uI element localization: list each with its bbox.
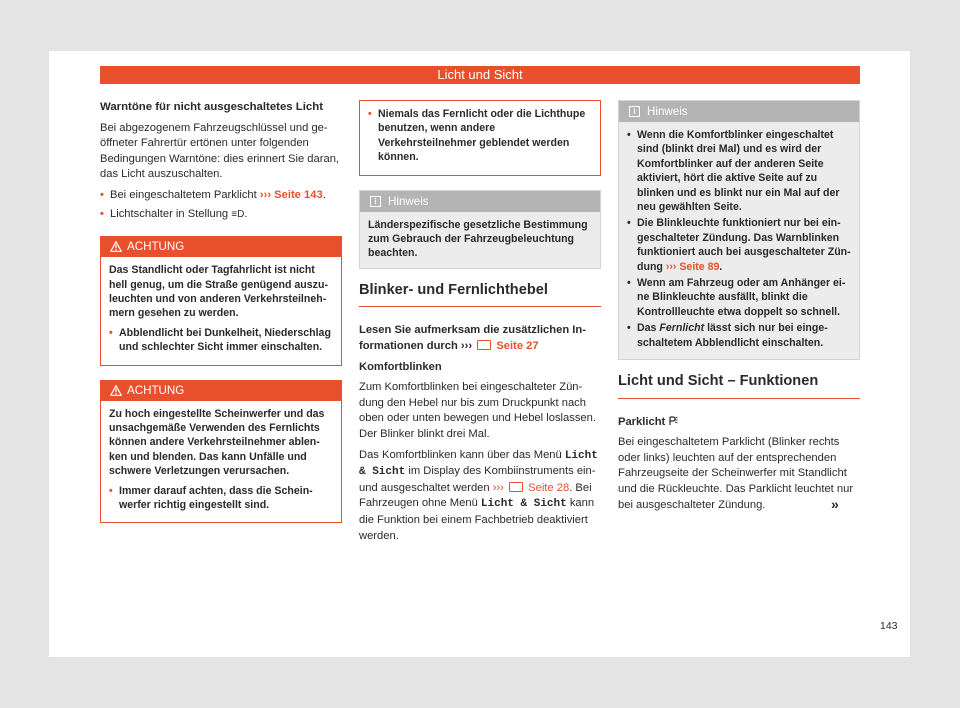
section-title: Licht und Sicht – Funktionen bbox=[618, 374, 860, 399]
list-item: • Immer darauf achten, dass die Scheinwerfer richtig eingestellt sind. bbox=[109, 484, 333, 513]
subheading: Parklicht bbox=[618, 415, 860, 431]
warning-triangle-icon bbox=[110, 241, 122, 252]
page-reference-link[interactable]: Seite 28 bbox=[525, 481, 570, 494]
warning-header: ACHTUNG bbox=[101, 381, 341, 401]
parking-light-icon bbox=[668, 416, 678, 426]
list-item: • Das Fernlicht lässt sich nur bei eingeschaltetem Abblendlicht einschalten. bbox=[627, 321, 851, 350]
intro-text: Bei abgezogenem Fahrzeugschlüssel und geöffneter Fahrertür ertönen unter folgenden Bedingungen Warntöne: dies erinnert Sie daran, das Licht auszuschalten. bbox=[100, 121, 340, 181]
paragraph: Zum Komfortblinken bei eingeschalteter Zündung den Hebel nur bis zum Druckpunkt nach oben oder unten bewegen und Hebel loslassen. Der Blinker blinkt drei Mal. bbox=[359, 381, 596, 440]
warning-box bbox=[100, 236, 342, 365]
page-reference-link[interactable]: ››› Seite 143 bbox=[259, 188, 323, 201]
lead-text: Lesen Sie aufmerksam die zusätzlichen Informationen durch ››› Seite 27 bbox=[359, 324, 586, 353]
warning-box-continued bbox=[359, 100, 601, 176]
column-middle bbox=[359, 100, 601, 549]
chapter-header: Licht und Sicht bbox=[100, 66, 860, 84]
list-item: • Abblendlicht bei Dunkelheit, Niederschlag und schlechter Sicht immer einschalten. bbox=[109, 326, 333, 355]
column-left bbox=[100, 100, 342, 537]
warning-body: Zu hoch eingestellte Scheinwerfer und das unsachgemäße Verwenden des Fernlichts können andere Verkehrsteilnehmer ablenken und blenden. Das kann Unfälle und schwere Verletzungen verursachen. • Immer darauf achten, dass die Scheinwerfer richtig eingestellt sind. bbox=[101, 401, 341, 523]
low-beam-icon: ≡D bbox=[231, 208, 245, 220]
list-item: • Wenn die Komfortblinker eingeschaltet sind (blinkt drei Mal) und es wird der Komfortblinker auf der anderen Seite aktiviert, hört die aktive Seite auf zu blinken und es blinkt nur ein Mal auf der neu gewählten Seite. bbox=[627, 128, 851, 214]
list-item: • Wenn am Fahrzeug oder am Anhänger eine Blinkleuchte ausfällt, blinkt die Kontrollleuchte etwa doppelt so schnell. bbox=[627, 276, 851, 319]
column-right bbox=[618, 100, 860, 518]
note-box bbox=[359, 190, 601, 269]
note-header: i Hinweis bbox=[360, 191, 600, 212]
list-item: • Die Blinkleuchte funktioniert nur bei eingeschalteter Zündung. Das Warnblinken funktioniert auch bei ausgeschalteter Zündung ››› Seite 89. bbox=[627, 216, 851, 274]
warning-box bbox=[100, 380, 342, 524]
menu-name: Licht & Sicht bbox=[359, 449, 598, 479]
page-number: 143 bbox=[880, 620, 898, 632]
info-icon: i bbox=[629, 106, 640, 117]
warning-triangle-icon bbox=[110, 385, 122, 396]
list-item: • Niemals das Fernlicht oder die Lichthupe benutzen, wenn andere Verkehrsteilnehmer geblendet werden können. bbox=[368, 107, 592, 165]
book-icon bbox=[509, 482, 523, 492]
subheading: Komfortblinken bbox=[359, 360, 442, 373]
page-reference-link[interactable]: ››› Seite 89 bbox=[665, 260, 720, 273]
paragraph: Bei eingeschaltetem Parklicht (Blinker rechts oder links) leuchten auf der entsprechenden Fahrzeugseite der Scheinwerfer mit Standlicht und die Rückleuchte. Das Parklicht leuchtet nur bei ausgeschalteter Zündung. bbox=[618, 436, 854, 511]
warning-body: Das Standlicht oder Tagfahrlicht ist nicht hell genug, um die Straße genügend auszuleuchten und von anderen Verkehrsteilnehmern gesehen zu werden. • Abblendlicht bei Dunkelheit, Niederschlag und schlechter Sicht immer einschalten. bbox=[101, 257, 341, 364]
continue-arrow-icon: » bbox=[831, 496, 839, 512]
note-box bbox=[618, 100, 860, 360]
note-body: Länderspezifische gesetzliche Bestimmung zum Gebrauch der Fahrzeugbeleuchtung beachten. bbox=[368, 218, 588, 260]
paragraph: Das Komfortblinken kann über das Menü Licht & Sicht im Display des Kombiinstruments ein- und ausgeschaltet werden ››› Seite 28. Bei Fahrzeugen ohne Menü Licht & Sicht kann die Funktion bei einem Fachbetrieb deaktiviert werden. bbox=[359, 448, 598, 542]
note-header: i Hinweis bbox=[619, 101, 859, 122]
list-item: • Bei eingeschaltetem Parklicht ››› Seite 143. bbox=[100, 188, 342, 204]
heading-warning-tones: Warntöne für nicht ausgeschaltetes Licht bbox=[100, 101, 323, 113]
menu-name: Licht & Sicht bbox=[480, 498, 567, 511]
warning-header: ACHTUNG bbox=[101, 237, 341, 257]
info-icon: i bbox=[370, 196, 381, 207]
note-body bbox=[619, 122, 859, 359]
page-reference-link[interactable]: Seite 27 bbox=[496, 340, 539, 353]
section-title: Blinker- und Fernlichthebel bbox=[359, 283, 601, 308]
book-icon bbox=[477, 340, 491, 350]
list-item: • Lichtschalter in Stellung ≡D. bbox=[100, 207, 342, 223]
